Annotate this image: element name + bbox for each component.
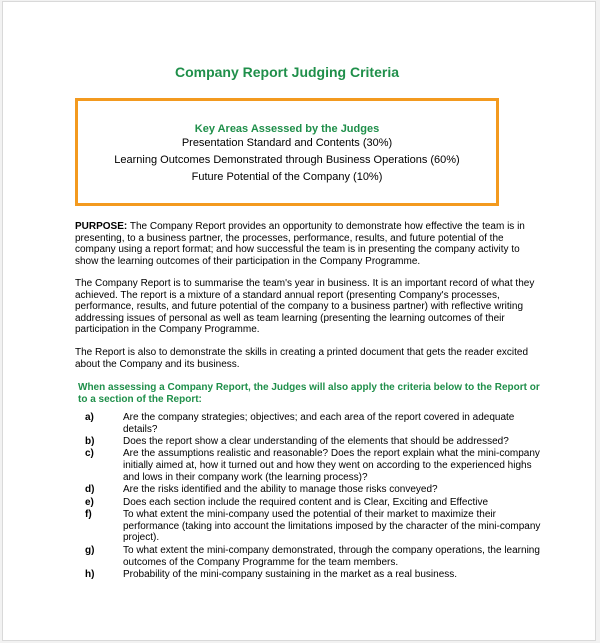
- criteria-text: Are the assumptions realistic and reasonable? Does the report explain what the mini-company initially aimed at, how it turned out and how they went on according to the experienced highs and lows in their company work (the learning process)?: [123, 448, 540, 483]
- criteria-text: Probability of the mini-company sustaining in the market as a real business.: [123, 568, 458, 580]
- criteria-text: To what extent the mini-company demonstrated, through the company operations, the learning outcomes of the Company Programme for the team members.: [123, 544, 540, 568]
- summary-paragraph: The Company Report is to summarise the team's year in business. It is an important record of what they achieved. The report is a mixture of a standard annual report (presenting Company's processes, performance, results, and future potential of the company to a business partner) with reflective writing addressing issues of personal as well as team learning (presenting the learning outcomes of their participation in the Company Programme.: [75, 278, 535, 336]
- criteria-item: [85, 436, 545, 448]
- criteria-text: Are the company strategies; objectives; and each area of the report covered in adequate details?: [123, 412, 515, 435]
- criteria-text: Does the report show a clear understanding of the elements that should be addressed?: [123, 436, 509, 448]
- document-page: [2, 1, 596, 641]
- criteria-list: [85, 412, 545, 581]
- purpose-paragraph: [75, 221, 543, 267]
- key-areas-heading: Key Areas Assessed by the Judges: [194, 123, 380, 135]
- criteria-item: [85, 497, 545, 509]
- criteria-text: To what extent the mini-company used the potential of their market to maximize their performance (taking into account the limitations imposed by the character of the mini-company project).: [123, 508, 541, 544]
- criteria-letter: a): [85, 412, 94, 423]
- key-area-item: Presentation Standard and Contents (30%): [181, 137, 393, 149]
- key-areas-box: [75, 98, 499, 206]
- criteria-item: [85, 569, 545, 581]
- criteria-item: [85, 545, 545, 569]
- criteria-item: [85, 448, 545, 483]
- key-area-item: Future Potential of the Company (10%): [191, 171, 383, 183]
- criteria-letter: c): [85, 448, 94, 460]
- skills-paragraph: The Report is also to demonstrate the skills in creating a printed document that gets the reader excited about the Company and its business.: [75, 347, 529, 370]
- document-title: Company Report Judging Criteria: [174, 64, 400, 80]
- criteria-item: [85, 484, 545, 496]
- criteria-letter: e): [85, 496, 94, 508]
- criteria-letter: g): [85, 544, 95, 556]
- criteria-letter: b): [85, 436, 95, 448]
- criteria-text: Does each section include the required content and is Clear, Exciting and Effective: [123, 496, 489, 508]
- criteria-item: [85, 509, 545, 544]
- purpose-label: PURPOSE:: [75, 221, 128, 232]
- criteria-letter: h): [85, 568, 95, 580]
- key-area-item: Learning Outcomes Demonstrated through Business Operations (60%): [114, 154, 460, 166]
- purpose-text: The Company Report provides an opportunity to demonstrate how effective the team is in presenting, to a business partner, the processes, performance, results, and future potential of the company using a report format; and how successful the team is in presenting the company activity to show the learning outcomes of their participation in the Company Programme.: [75, 221, 525, 267]
- criteria-letter: f): [85, 508, 92, 520]
- criteria-item: [85, 412, 545, 436]
- criteria-heading: When assessing a Company Report, the Judges will also apply the criteria below to the Report or to a section of the Report:: [78, 382, 540, 405]
- criteria-letter: d): [85, 484, 95, 496]
- criteria-text: Are the risks identified and the ability to manage those risks conveyed?: [123, 484, 438, 496]
